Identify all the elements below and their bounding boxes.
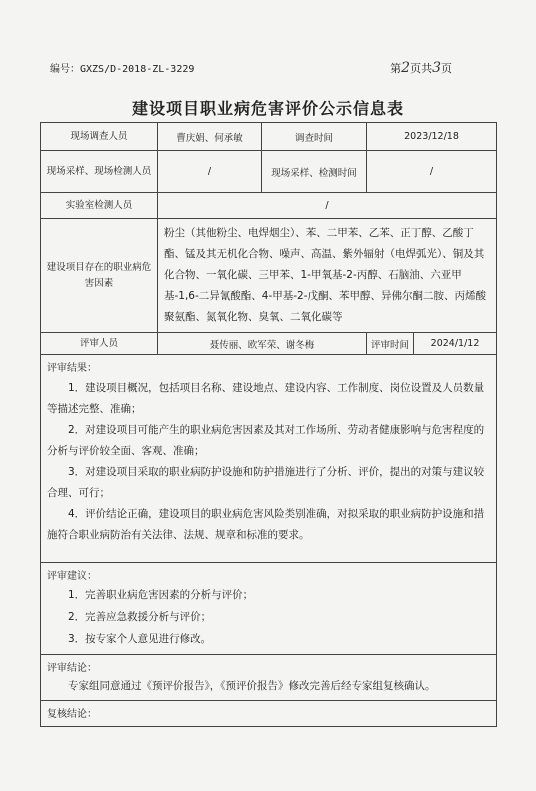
page-suffix: 页 xyxy=(441,62,452,75)
suggestions-label: 评审建议： xyxy=(47,571,97,582)
document-number: 编号：GXZS/D-2018-ZL-3229 xyxy=(50,64,195,75)
reviewers-label: 评审人员 xyxy=(41,333,158,355)
result-item: 3．对建设项目采取的职业病防护设施和防护措施进行了分析、评价，提出的对策与建议较合理、可行； xyxy=(47,466,485,499)
review-time-value: 2024/1/12 xyxy=(414,333,497,355)
hazards-row xyxy=(41,219,497,333)
conclusion-label: 评审结论： xyxy=(47,663,97,674)
sampling-staff-value: / xyxy=(158,151,262,193)
info-table xyxy=(40,122,497,727)
sampling-time-label: 现场采样、检测时间 xyxy=(262,151,367,193)
lab-staff-value: / xyxy=(158,193,497,219)
survey-time-label: 调查时间 xyxy=(262,123,367,151)
conclusion-row xyxy=(41,655,497,701)
lab-row xyxy=(41,193,497,219)
page-indicator xyxy=(390,60,452,76)
results-label: 评审结果： xyxy=(47,363,97,374)
conclusion-text: 专家组同意通过《预评价报告》，《预评价报告》修改完善后经专家组复核确认。 xyxy=(68,680,436,692)
page-prefix: 第 xyxy=(390,62,402,75)
page-title: 建设项目职业病危害评价公示信息表 xyxy=(131,99,404,118)
hazards-value: 粉尘（其他粉尘、电焊烟尘）、苯、二甲苯、乙苯、正丁醇、乙酸丁酯、锰及其无机化合物、噪声、高温、紫外辐射（电焊弧光）、铜及其化合物、一氧化碳、三甲苯、1-甲氧基-2-丙醇、石脑油、六亚甲基-1,6-二异氰酸酯、4-甲基-2-戊酮、苯甲醇、异佛尔酮二胺、丙烯酸聚氨酯、氮氧化物、臭氧、二氧化碳等 xyxy=(158,219,497,333)
suggestion-item: 2．完善应急救援分析与评价； xyxy=(68,611,212,623)
suggestions-row xyxy=(41,563,497,655)
survey-time-value: 2023/12/18 xyxy=(367,123,497,151)
page-total: 3 xyxy=(432,60,441,76)
review-time-label: 评审时间 xyxy=(367,333,414,355)
lab-staff-label: 实验室检测人员 xyxy=(41,193,158,219)
suggestion-item: 3．按专家个人意见进行修改。 xyxy=(68,633,212,645)
result-item: 1．建设项目概况，包括项目名称、建设地点、建设内容、工作制度、岗位设置及人员数量等描述完整、准确； xyxy=(47,382,485,415)
investigators-row xyxy=(41,123,497,151)
recheck-row xyxy=(41,701,497,727)
result-item: 2．对建设项目可能产生的职业病危害因素及其对工作场所、劳动者健康影响与危害程度的分析与评价较全面、客观、准确； xyxy=(47,424,485,457)
recheck-label: 复核结论： xyxy=(47,709,97,720)
sampling-time-value: / xyxy=(367,151,497,193)
investigators-value: 曹庆娟、何承敏 xyxy=(158,123,262,151)
suggestion-item: 1．完善职业病危害因素的分析与评价； xyxy=(68,589,254,601)
investigators-label: 现场调查人员 xyxy=(41,123,158,151)
results-row xyxy=(41,355,497,563)
reviewers-row xyxy=(41,333,497,355)
hazards-label: 建设项目存在的职业病危害因素 xyxy=(41,219,158,333)
sampling-row xyxy=(41,151,497,193)
page-current: 2 xyxy=(401,60,411,76)
result-item: 4．评价结论正确，建设项目的职业病危害风险类别准确，对拟采取的职业病防护设施和措施符合职业病防治有关法律、法规、规章和标准的要求。 xyxy=(47,508,485,541)
page-mid: 页共 xyxy=(410,62,433,75)
reviewers-value: 聂传丽、欧军荣、谢冬梅 xyxy=(158,333,367,355)
sampling-staff-label: 现场采样、现场检测人员 xyxy=(41,151,158,193)
